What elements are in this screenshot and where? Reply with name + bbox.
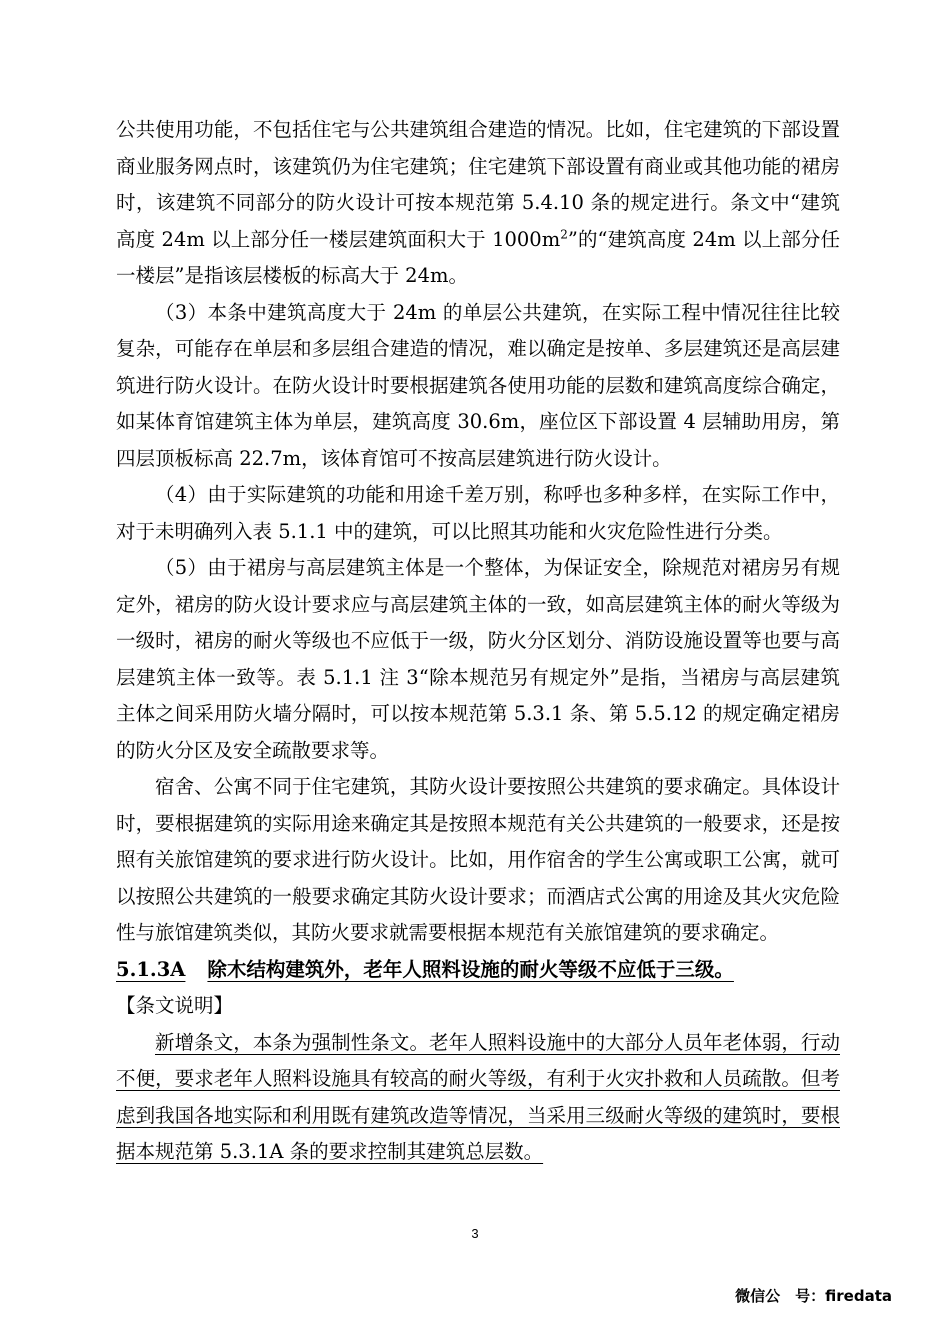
paragraph-dormitory: 宿舍、公寓不同于住宅建筑，其防火设计要按照公共建筑的要求确定。具体设计时，要根据建筑的实际用途来确定其是按照本规范有关公共建筑的一般要求，还是按照有关旅馆建筑的要求进行防火设计。比如，用作宿舍的学生公寓或职工公寓，就可以按照公共建筑的一般要求确定其防火设计要求；而酒店式公寓的用途及其火灾危险性与旅馆建筑类似，其防火要求就需要根据本规范有关旅馆建筑的要求确定。 xyxy=(116,775,840,944)
explanation-label: 【条文说明】 xyxy=(116,994,234,1017)
document-body xyxy=(116,112,840,1171)
paragraph-1-text-b: ”的“建筑高度 24m 以上部分任一楼层”是指该层楼板的标高大于 24m。 xyxy=(116,227,840,287)
paragraph-3: （3）本条中建筑高度大于 24m 的单层公共建筑，在实际工程中情况往往比较复杂，可能存在单层和多层组合建造的情况，难以确定是按单、多层建筑还是高层建筑进行防火设计。在防火设计时要根据建筑各使用功能的层数和建筑高度综合确定，如某体育馆建筑主体为单层，建筑高度 30.6m，座位区下部设置 4 层辅助用房，第四层顶板标高 22.7m，该体育馆可不按高层建筑进行防火设计。 xyxy=(116,300,840,470)
explanation-paragraph xyxy=(116,1025,840,1171)
superscript-2: 2 xyxy=(560,227,568,241)
explanation-text: 新增条文，本条为强制性条文。老年人照料设施中的大部分人员年老体弱，行动不便，要求老年人照料设施具有较高的耐火等级，有利于火灾扑救和人员疏散。但考虑到我国各地实际和利用既有建筑改造等情况，当采用三级耐火等级的建筑时，要根据本规范第 5.3.1A 条的要求控制其建筑总层数。 xyxy=(116,1030,840,1163)
wechat-watermark: 微信公 号：firedata xyxy=(735,1287,892,1305)
paragraph-4: （4）由于实际建筑的功能和用途千差万别，称呼也多种多样，在实际工作中，对于未明确列入表 5.1.1 中的建筑，可以比照其功能和火灾危险性进行分类。 xyxy=(116,483,840,543)
paragraph-5: （5）由于裙房与高层建筑主体是一个整体，为保证安全，除规范对裙房另有规定外，裙房的防火设计要求应与高层建筑主体的一致，如高层建筑主体的耐火等级为一级时，裙房的耐火等级也不应低于一级，防火分区划分、消防设施设置等也要与高层建筑主体一致等。表 5.1.1 注 3“除本规范另有规定外”是指，当裙房与高层建筑主体之间采用防火墙分隔时，可以按本规范第 5.3.1 条、第 5.5.12 的规定确定裙房的防火分区及安全疏散要求等。 xyxy=(116,556,840,762)
clause-text: 除木结构建筑外，老年人照料设施的耐火等级不应低于三级。 xyxy=(207,957,734,981)
paragraph-1-text-a: 公共使用功能，不包括住宅与公共建筑组合建造的情况。比如，住宅建筑的下部设置商业服务网点时，该建筑仍为住宅建筑；住宅建筑下部设置有商业或其他功能的裙房时，该建筑不同部分的防火设计可按本规范第 5.4.10 条的规定进行。条文中“建筑高度 24m 以上部分任一楼层建筑面积大于 1000m xyxy=(116,118,840,251)
paragraph-1 xyxy=(116,112,840,295)
clause-number: 5.1.3A xyxy=(116,957,186,981)
clause-heading xyxy=(116,952,840,989)
page-number: 3 xyxy=(471,1226,479,1241)
